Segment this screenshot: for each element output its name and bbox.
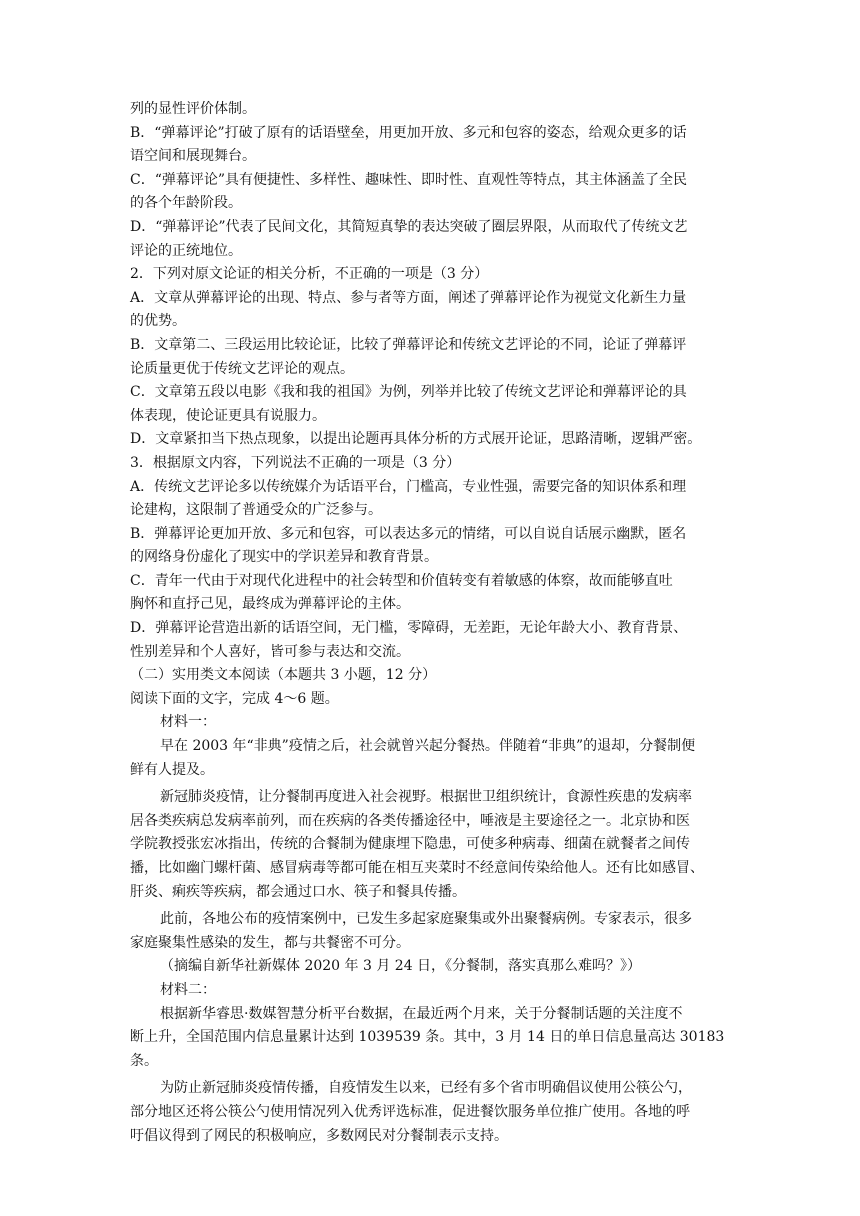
document-body	[130, 98, 732, 1148]
text-line: 论建构，这限制了普通受众的广泛参与。	[130, 502, 382, 519]
paragraph-line: 居各类疾病总发病率前列，而在疾病的各类传播途径中，唾液是主要途径之一。北京协和医	[130, 812, 690, 829]
text-line: 体表现，使论证更具有说服力。	[130, 407, 326, 424]
option-b-line: B．“弹幕评论”打破了原有的话语壁垒，用更加开放、多元和包容的姿态，给观众更多的话	[130, 124, 687, 141]
paragraph-line: 家庭聚集性感染的发生，都与共餐密不可分。	[130, 934, 410, 951]
paragraph-line: 肝炎、痢疾等疾病，都会通过口水、筷子和餐具传播。	[130, 883, 466, 900]
paragraph-line: 早在 2003 年“非典”疫情之后，社会就曾兴起分餐热。伴随着“非典”的退却，分餐制便	[160, 738, 696, 755]
option-b-line: B．弹幕评论更加开放、多元和包容，可以表达多元的情绪，可以自说自话展示幽默，匿名	[130, 525, 687, 542]
option-c-line: C．“弹幕评论”具有便捷性、多样性、趣味性、即时性、直观性等特点，其主体涵盖了全民	[130, 171, 688, 188]
paragraph-line: 吁倡议得到了网民的积极响应，多数网民对分餐制表示支持。	[130, 1127, 508, 1144]
paragraph-line: 部分地区还将公筷公勺使用情况列入优秀评选标准，促进餐饮服务单位推广使用。各地的呼	[130, 1103, 690, 1120]
paragraph-line: 此前，各地公布的疫情案例中，已发生多起家庭聚集或外出聚餐病例。专家表示，很多	[160, 911, 692, 928]
paragraph-line: 播，比如幽门螺杆菌、感冒病毒等都可能在相互夹菜时不经意间传染给他人。还有比如感冒、	[130, 860, 704, 876]
paragraph-line: 为防止新冠肺炎疫情传播，自疫情发生以来，已经有多个省市明确倡议使用公筷公勺，	[160, 1080, 692, 1097]
paragraph-line: 条。	[130, 1052, 158, 1069]
option-d-line: D．文章紧扣当下热点现象，以提出论题再具体分析的方式展开论证，思路清晰，逻辑严密。	[130, 431, 702, 448]
text-line: 的各个年龄阶段。	[130, 195, 242, 212]
text-line: 评论的正统地位。	[130, 242, 242, 259]
paragraph-line: 根据新华睿思·数媒智慧分析平台数据，在最近两个月来，关于分餐制话题的关注度不	[160, 1005, 683, 1022]
material-1-label: 材料一：	[160, 714, 216, 731]
text-line: 的优势。	[130, 313, 186, 330]
question-2: 2．下列对原文论证的相关分析，不正确的一项是（3 分）	[130, 266, 489, 283]
option-a-line: A．传统文艺评论多以传统媒介为话语平台，门槛高，专业性强，需要完备的知识体系和理	[130, 478, 687, 495]
option-c-line: C．文章第五段以电影《我和我的祖国》为例，列举并比较了传统文艺评论和弹幕评论的具	[130, 384, 687, 401]
option-c-line: C．青年一代由于对现代化进程中的社会转型和价值转变有着敏感的体察，故而能够直吐	[130, 572, 673, 589]
material-2-label: 材料二：	[160, 981, 216, 998]
option-a-line: A．文章从弹幕评论的出现、特点、参与者等方面，阐述了弹幕评论作为视觉文化新生力量	[130, 289, 687, 306]
paragraph-line: 学院教授张宏冰指出，传统的合餐制为健康埋下隐患，可使多种病毒、细菌在就餐者之间传	[130, 836, 690, 853]
text-line: 的网络身份虚化了现实中的学识差异和教育背景。	[130, 549, 438, 566]
text-line: 性别差异和个人喜好，皆可参与表达和交流。	[130, 643, 410, 660]
section-instruction: 阅读下面的文字，完成 4～6 题。	[130, 690, 339, 707]
option-b-line: B．文章第二、三段运用比较论证，比较了弹幕评论和传统文艺评论的不同，论证了弹幕评	[130, 336, 687, 353]
option-d-line: D．“弹幕评论”代表了民间文化，其简短真挚的表达突破了圈层界限，从而取代了传统文艺	[130, 218, 688, 235]
paragraph-line: 断上升，全国范围内信息量累计达到 1039539 条。其中，3 月 14 日的单日信息量高达 30183	[130, 1029, 725, 1046]
text-line: 胸怀和直抒己见，最终成为弹幕评论的主体。	[130, 596, 410, 613]
text-line: 语空间和展现舞台。	[130, 148, 256, 165]
option-d-line: D．弹幕评论营造出新的话语空间，无门槛，零障碍，无差距，无论年龄大小、教育背景、	[130, 620, 688, 637]
source-citation: （摘编自新华社新媒体 2020 年 3 月 24 日，《分餐制，落实真那么难吗？》）	[160, 958, 642, 975]
question-3: 3．根据原文内容，下列说法不正确的一项是（3 分）	[130, 454, 461, 471]
paragraph-line: 鲜有人提及。	[130, 761, 214, 778]
section-heading: （二）实用类文本阅读（本题共 3 小题，12 分）	[130, 667, 437, 684]
text-line: 论质量更优于传统文艺评论的观点。	[130, 360, 354, 377]
paragraph-line: 新冠肺炎疫情，让分餐制再度进入社会视野。根据世卫组织统计，食源性疾患的发病率	[160, 789, 692, 806]
text-line: 列的显性评价体制。	[130, 101, 256, 117]
